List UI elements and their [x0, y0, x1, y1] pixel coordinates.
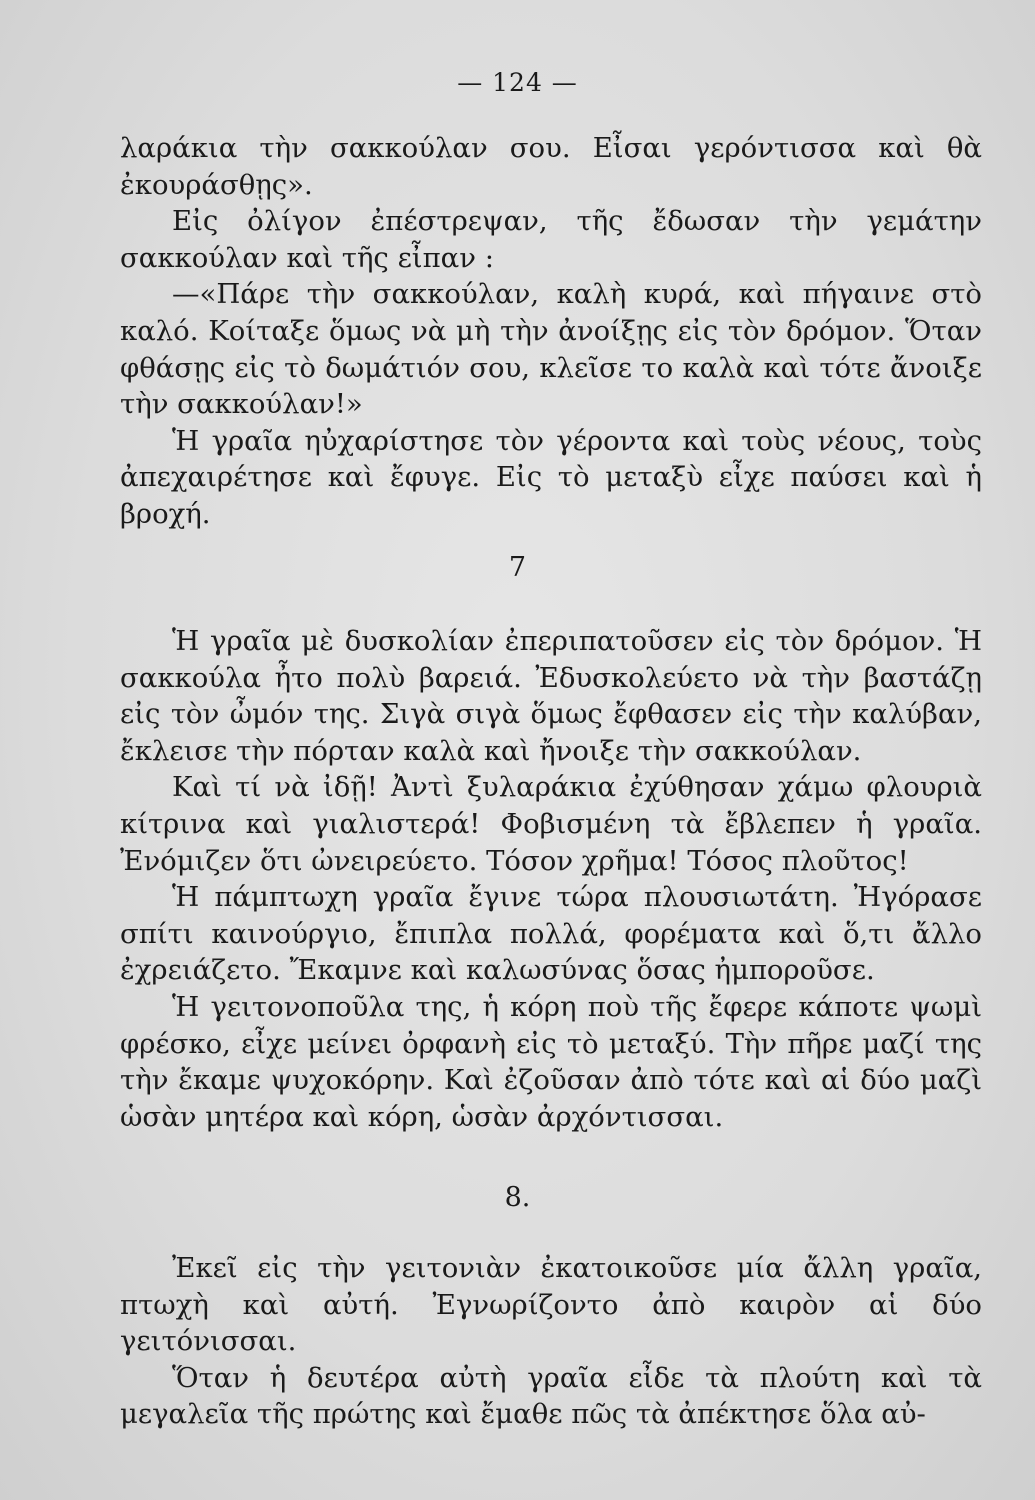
- page-number: — 124 —: [457, 68, 578, 97]
- paragraph: —«Πάρε τὴν σακκούλαν, καλὴ κυρά, καὶ πήγαινε στὸ καλό. Κοίταξε ὅμως νὰ μὴ τὴν ἀνοίξῃς εἰς τὸν δρόμον. Ὅταν φθάσῃς εἰς τὸ δωμάτιόν σου, κλεῖσε το καλὰ καὶ τότε ἄνοιξε τὴν σακκούλαν!»: [120, 278, 982, 421]
- paragraph: Ἡ γειτονοποῦλα της, ἡ κόρη ποὺ τῆς ἔφερε κάποτε ψωμὶ φρέσκο, εἶχε μείνει ὀρφανὴ εἰς τὸ μεταξύ. Τὴν πῆρε μαζί της τὴν ἔκαμε ψυχοκόρην. Καὶ ἐζοῦσαν ἀπὸ τότε καὶ αἱ δύο μαζὶ ὡσὰν μητέρα καὶ κόρη, ὡσὰν ἀρχόντισσαι.: [120, 990, 982, 1133]
- paragraph: Ἡ γραῖα ηὐχαρίστησε τὸν γέροντα καὶ τοὺς νέους, τοὺς ἀπεχαιρέτησε καὶ ἔφυγε. Εἰς τὸ μεταξὺ εἶχε παύσει καὶ ἡ βροχή.: [120, 424, 982, 530]
- section-number: 7: [508, 552, 527, 583]
- text-block-section-7: [120, 623, 982, 1135]
- paragraph: λαράκια τὴν σακκούλαν σου. Εἶσαι γερόντισσα καὶ θὰ ἐκουράσθῃς».: [120, 132, 982, 201]
- paragraph: Καὶ τί νὰ ἰδῇ! Ἀντὶ ξυλαράκια ἐχύθησαν χάμω φλουριὰ κίτρινα καὶ γιαλιστερά! Φοβισμένη τὰ ἔβλεπεν ἡ γραῖα. Ἐνόμιζεν ὅτι ὠνειρεύετο. Τόσον χρῆμα! Τόσος πλοῦτος!: [120, 771, 982, 877]
- text-block-section-8: [120, 1250, 982, 1433]
- paragraph: Εἰς ὀλίγον ἐπέστρεψαν, τῆς ἔδωσαν τὴν γεμάτην σακκούλαν καὶ τῆς εἶπαν :: [120, 205, 982, 274]
- section-number: 8.: [504, 1182, 531, 1213]
- paragraph: Ὅταν ἡ δευτέρα αὐτὴ γραῖα εἶδε τὰ πλούτη καὶ τὰ μεγαλεῖα τῆς πρώτης καὶ ἔμαθε πῶς τὰ ἀπέκτησε ὅλα αὐ-: [120, 1361, 982, 1431]
- paragraph: Ἡ γραῖα μὲ δυσκολίαν ἐπεριπατοῦσεν εἰς τὸν δρόμον. Ἡ σακκούλα ἦτο πολὺ βαρειά. Ἐδυσκολεύετο νὰ τὴν βαστάζῃ εἰς τὸν ὦμόν της. Σιγὰ σιγὰ ὅμως ἔφθασεν εἰς τὴν καλύβαν, ἔκλεισε τὴν πόρταν καλὰ καὶ ἤνοιξε τὴν σακκούλαν.: [120, 625, 982, 767]
- paragraph: Ἐκεῖ εἰς τὴν γειτονιὰν ἐκατοικοῦσε μία ἄλλη γραῖα, πτωχὴ καὶ αὐτή. Ἐγνωρίζοντο ἀπὸ καιρὸν αἱ δύο γειτόνισσαι.: [120, 1252, 982, 1358]
- text-block-continuation: [120, 130, 982, 533]
- paragraph: Ἡ πάμπτωχη γραῖα ἔγινε τώρα πλουσιωτάτη. Ἠγόρασε σπίτι καινούργιο, ἔπιπλα πολλά, φορέματα καὶ ὅ,τι ἄλλο ἐχρειάζετο. Ἔκαμνε καὶ καλωσύνας ὅσας ἠμποροῦσε.: [120, 881, 982, 987]
